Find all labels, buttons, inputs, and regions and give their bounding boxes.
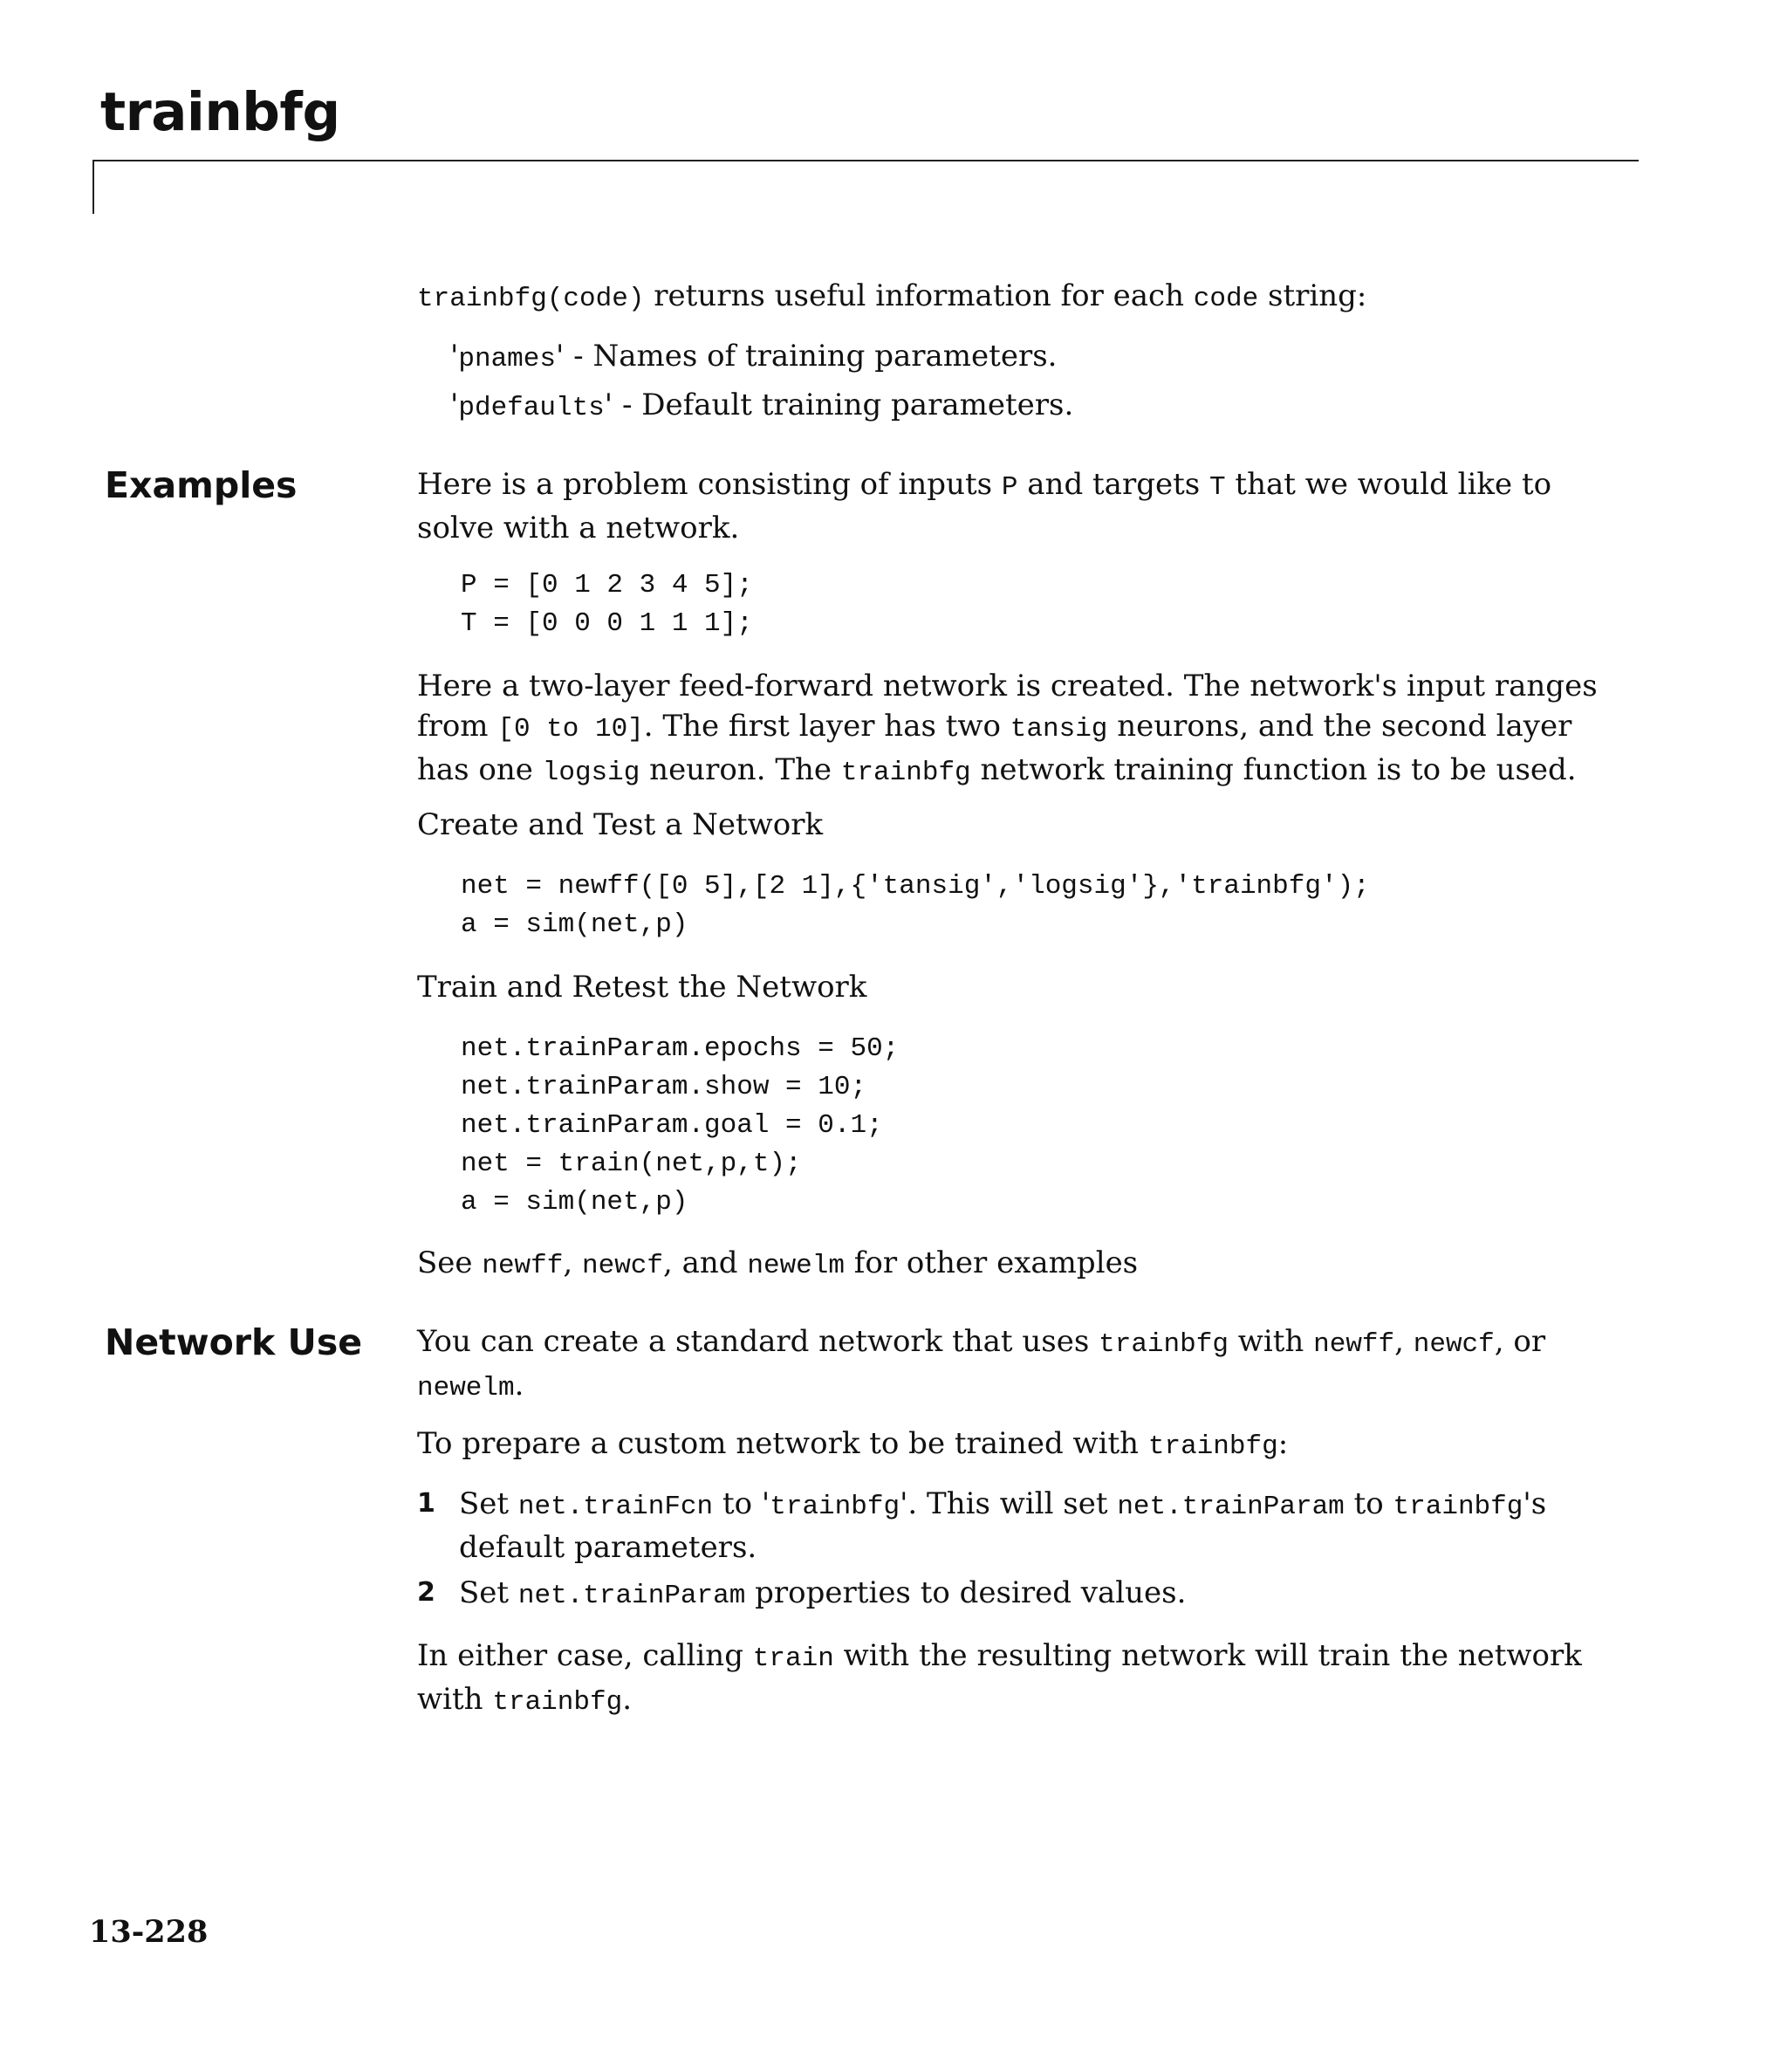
text: You can create a standard network that uses [417,1324,1099,1359]
inline-code: trainbfg(code) [417,284,645,314]
text: Set [459,1486,518,1521]
network-use-intro [417,1321,1545,1409]
page-number: 13-228 [89,1914,209,1950]
code-line: net.trainParam.goal = 0.1; [461,1110,883,1141]
code-line: net.trainParam.epochs = 50; [461,1033,900,1064]
text: To prepare a custom network to be trained with [417,1426,1148,1461]
code-line: a = sim(net,p) [461,909,688,940]
text: with [417,1682,493,1717]
inline-code: code [1193,284,1259,314]
examples-heading: Examples [105,464,298,506]
inline-code: net.trainParam [1117,1492,1345,1522]
inline-code: newcf [1413,1329,1495,1360]
text: , [563,1245,582,1280]
text: Here a two-layer feed-forward network is created. The network's input ranges [417,669,1598,703]
inline-code: newcf [581,1251,663,1281]
step-text [459,1484,1611,1568]
inline-code: trainbfg [1147,1431,1278,1462]
inline-code: pnames [458,344,556,374]
text: 's [1523,1486,1547,1521]
text: solve with a network. [417,511,740,545]
inline-code: net.trainFcn [517,1492,714,1522]
text: Set [459,1575,518,1610]
code-block-train [461,1030,899,1222]
inline-code: tansig [1010,714,1108,744]
text: In either case, calling [417,1638,753,1673]
code-option-pdefaults [450,385,1073,429]
code-line: net.trainParam.show = 10; [461,1072,867,1102]
inline-code: trainbfg [1393,1492,1523,1522]
inline-code: newelm [417,1373,515,1403]
inline-code: trainbfg [770,1492,900,1522]
text: , [1394,1324,1414,1359]
inline-code: trainbfg [492,1687,623,1718]
steps-list [417,1484,1656,1611]
text: default parameters. [459,1530,757,1565]
inline-code: pdefaults [458,393,605,423]
text: string: [1258,278,1367,313]
inline-code: net.trainParam [517,1581,746,1611]
text: has one [417,752,543,787]
network-use-heading: Network Use [105,1321,363,1363]
title-rule-tick [92,160,94,214]
text: that we would like to [1225,467,1552,502]
text: . [622,1682,632,1717]
page-title: trainbfg [100,81,340,143]
text: - Default training parameters. [613,388,1074,422]
text: - Names of training parameters. [564,339,1058,374]
title-rule [92,160,1639,161]
step-text [459,1573,1611,1616]
text: : [1277,1426,1289,1461]
text: , and [663,1245,748,1280]
code-line: net = train(net,p,t); [461,1149,802,1179]
closing-paragraph [417,1636,1582,1723]
network-description [417,666,1598,793]
code-line: net = newff([0 5],[2 1],{'tansig','logsig'},'trainbfg'); [461,871,1370,902]
code-block-create [461,868,1370,944]
inline-code: P [1001,472,1018,503]
text: network training function is to be used. [970,752,1577,787]
subheading-train: Train and Retest the Network [417,970,867,1005]
text: neurons, and the second layer [1107,709,1572,744]
text: , or [1494,1324,1546,1359]
inline-code: newff [482,1251,564,1281]
custom-network-intro [417,1424,1288,1467]
text: ' [604,388,613,422]
inline-code: newelm [747,1251,845,1281]
text: and targets [1017,467,1210,502]
code-option-pnames [450,336,1057,380]
text: to [1344,1486,1393,1521]
text: ' [555,339,565,374]
text: Here is a problem consisting of inputs [417,467,1002,502]
inline-code: logsig [542,758,640,788]
inline-code: trainbfg [1099,1329,1229,1360]
text: with [1228,1324,1314,1359]
inline-code: [0 to 10] [497,714,644,744]
text: to ' [713,1486,770,1521]
text: '. This will set [900,1486,1118,1521]
text: ' [450,339,459,374]
text: for other examples [844,1245,1139,1280]
code-line: a = sim(net,p) [461,1187,688,1218]
text: with the resulting network will train the network [833,1638,1582,1673]
step-number: 2 [417,1577,435,1608]
text: neuron. The [640,752,841,787]
inline-code: T [1209,472,1226,503]
code-block-data [461,566,753,643]
intro-line [417,276,1366,319]
inline-code: train [752,1643,834,1674]
subheading-create: Create and Test a Network [417,807,824,842]
text: See [417,1245,483,1280]
text: ' [450,388,459,422]
inline-code: trainbfg [840,758,971,788]
text: . The first layer has two [643,709,1010,744]
text: properties to desired values. [745,1575,1187,1610]
see-also-line [417,1243,1138,1286]
code-line: T = [0 0 0 1 1 1]; [461,608,753,639]
examples-intro [417,464,1551,548]
inline-code: newff [1313,1329,1395,1360]
step-number: 1 [417,1488,435,1519]
text: . [514,1368,524,1403]
text: returns useful information for each [644,278,1194,313]
text: from [417,709,498,744]
code-line: P = [0 1 2 3 4 5]; [461,570,753,600]
